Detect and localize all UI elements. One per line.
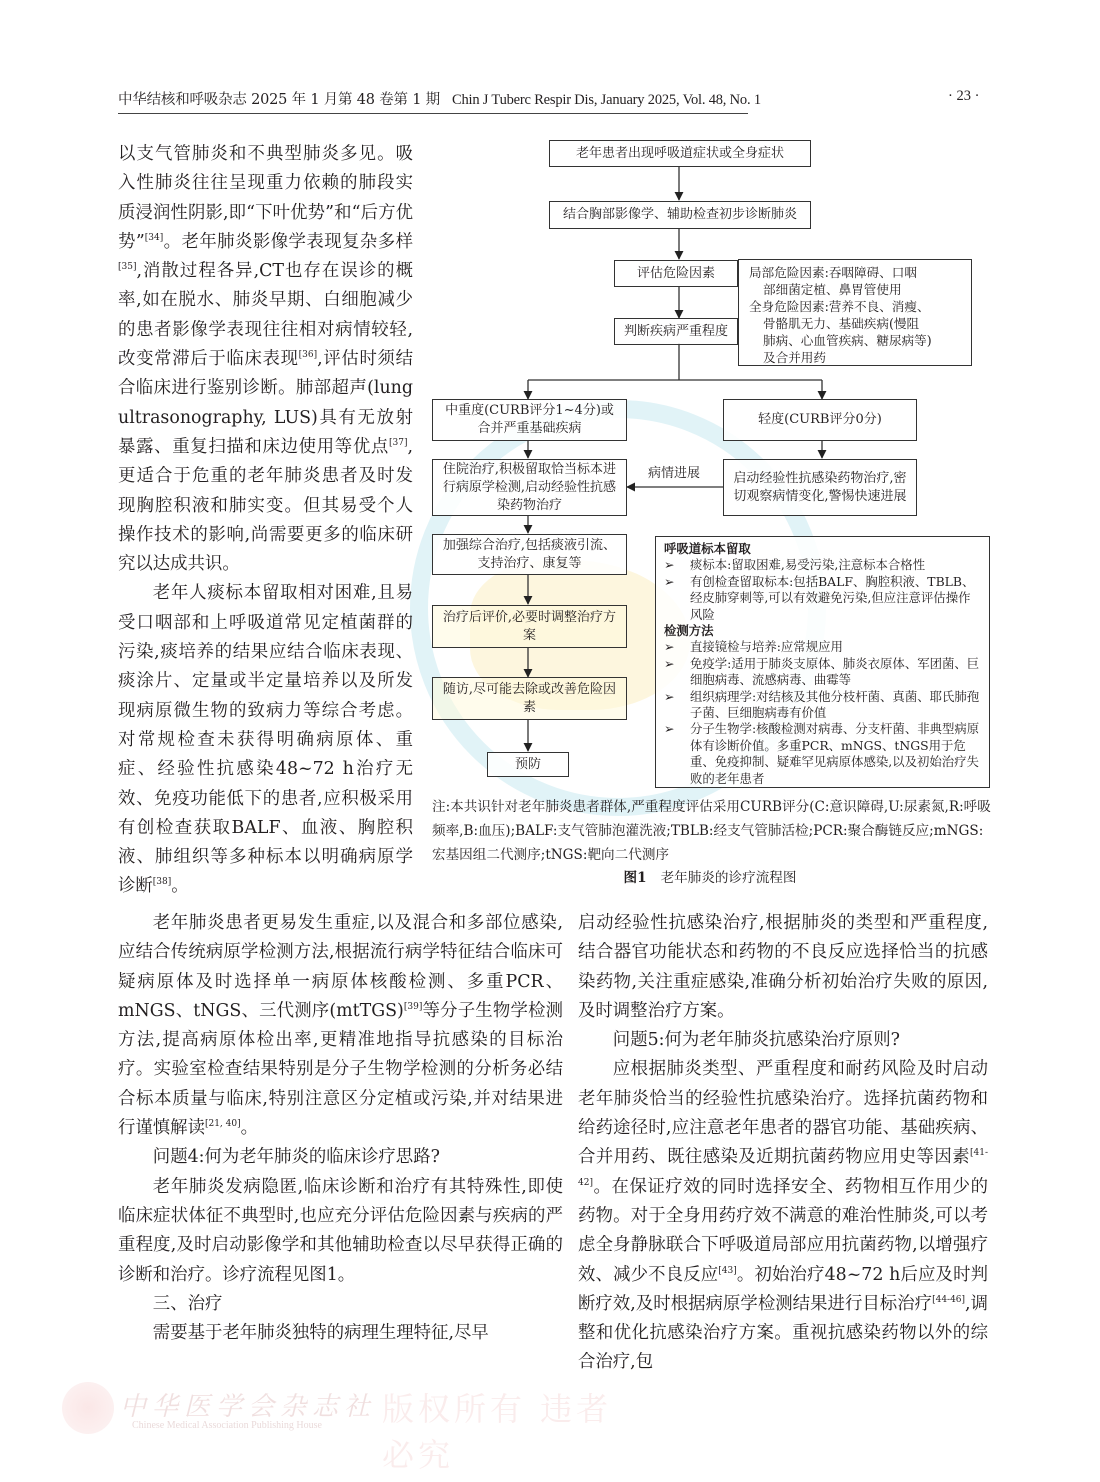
journal-title-cn: 中华结核和呼吸杂志 2025 年 1 月第 48 卷第 1 期 bbox=[118, 92, 440, 108]
question-heading-5: 问题5:何为老年肺炎抗感染治疗原则? bbox=[612, 1030, 900, 1051]
paragraph: 启动经验性抗感染治疗,根据肺炎的类型和严重程度,结合器官功能状态和药物的不良反应选择恰当的抗感染药物,关注重症感染,准确分析初始治疗失败的原因,及时调整治疗方案。 bbox=[578, 913, 988, 1021]
list-item: ➢ 直接镜检与培养:应常规应用 bbox=[664, 639, 843, 655]
paragraph: 以支气管肺炎和不典型肺炎多见。吸入性肺炎往往呈现重力依赖的肺段实质浸润性阴影,即“下叶优势”和“后方优势”[34]。老年肺炎影像学表现复杂多样[35],消散过程各异,CT也存在误诊的概率,如在脱水、肺炎早期、白细胞减少的患者影像学表现往往相对病情较轻,改变常滞后于临床表现[36],评估时须结合临床进行鉴别诊断。肺部超声(lung ultrasonography, LUS)具有无放射暴露、重复扫描和床边使用等优点[37],更适合于危重的老年肺炎患者及时发现胸腔积液和肺实变。但其易受个人操作技术的影响,尚需要更多的临床研究以达成共识。 bbox=[118, 144, 413, 575]
citation[interactable]: [37] bbox=[388, 438, 408, 449]
figure-title: 老年肺炎的诊疗流程图 bbox=[660, 870, 797, 886]
flow-node-followup: 随访,尽可能去除或改善危险因素 bbox=[432, 677, 627, 720]
publisher-name-cn: 中华医学会杂志社 bbox=[120, 1392, 377, 1422]
bullet-arrow-icon: ➢ bbox=[664, 688, 675, 704]
citation[interactable]: [35] bbox=[118, 262, 137, 273]
flow-node-mild: 轻度(CURB评分0分) bbox=[723, 399, 917, 441]
section-heading: 检测方法 bbox=[664, 623, 714, 639]
citation[interactable]: [44-46] bbox=[932, 1295, 966, 1306]
list-item: ➢ 组织病理学:对结核及其他分枝杆菌、真菌、耶氏肺孢子菌、巨细胞病毒有价值 bbox=[664, 688, 980, 721]
bullet-arrow-icon: ➢ bbox=[664, 655, 675, 671]
section-heading-treatment: 三、治疗 bbox=[152, 1293, 223, 1314]
figure-caption bbox=[430, 866, 990, 886]
left-column-bottom bbox=[118, 909, 563, 1348]
flow-node-inpatient: 住院治疗,积极留取恰当标本进行病原学检测,启动经验性抗感染药物治疗 bbox=[432, 459, 627, 516]
citation[interactable]: [38] bbox=[152, 877, 172, 888]
page-number: · 23 · bbox=[948, 88, 980, 104]
question-heading-4: 问题4:何为老年肺炎的临床诊疗思路? bbox=[152, 1147, 440, 1168]
right-column-bottom bbox=[578, 909, 988, 1378]
flow-node-assess-risk: 评估危险因素 bbox=[614, 260, 738, 287]
paragraph: 应根据肺炎类型、严重程度和耐药风险及时启动老年肺炎恰当的经验性抗感染治疗。选择抗菌药物和给药途径时,应注意老年患者的器官功能、基础疾病、合并用药、既往感染及近期抗菌药物应用史等因素[41-42]。在保证疗效的同时选择安全、药物相互作用少的药物。对于全身用药疗效不满意的难治性肺炎,可以考虑全身静脉联合下呼吸道局部应用抗菌药物,以增强疗效、减少不良反应[43]。初始治疗48~72 h后应及时判断疗效,及时根据病原学检测结果进行目标治疗[44-46],调整和优化抗感染治疗方案。重视抗感染药物以外的综合治疗,包 bbox=[578, 1059, 989, 1373]
publisher-name-en: Chinese Medical Association Publishing House bbox=[132, 1420, 322, 1431]
flow-node-prevention: 预防 bbox=[487, 752, 569, 777]
copyright-notice: 版权所有 违者必究 bbox=[382, 1390, 613, 1474]
section-heading: 呼吸道标本留取 bbox=[664, 541, 751, 556]
figure-note: 注:本共识针对老年肺炎患者群体,严重程度评估采用CURB评分(C:意识障碍,U:尿素氮,R:呼吸频率,B:血压);BALF:支气管肺泡灌洗液;TBLB:经支气管肺活检;PCR:聚合酶链反应;mNGS:宏基因组二代测序;tNGS:靶向二代测序 bbox=[432, 799, 991, 863]
flow-node-moderate-severe: 中重度(CURB评分1~4分)或合并严重基础疾病 bbox=[432, 399, 627, 441]
flow-node-judge-severity: 判断疾病严重程度 bbox=[614, 318, 738, 345]
journal-title-en: Chin J Tuberc Respir Dis, January 2025, Vol. 48, No. 1 bbox=[451, 92, 761, 108]
bullet-arrow-icon: ➢ bbox=[664, 721, 675, 737]
list-item: ➢ 分子生物学:核酸检测对病毒、分支杆菌、非典型病原体有诊断价值。多重PCR、mNGS、tNGS用于危重、免疫抑制、疑难罕见病原体感染,以及初始治疗失败的老年患者 bbox=[664, 721, 980, 786]
citation[interactable]: [41-42] bbox=[578, 1148, 988, 1188]
citation[interactable]: [43] bbox=[718, 1265, 737, 1276]
flow-node-reevaluate: 治疗后评价,必要时调整治疗方案 bbox=[432, 605, 627, 648]
flow-note-risk-factors: 局部危险因素:吞咽障碍、口咽 部细菌定植、鼻胃管使用 全身危险因素:营养不良、消瘦、 骨骼肌无力、基础疾病(慢阻 肺病、心血管疾病、糖尿病等) 及合并用药 bbox=[738, 259, 972, 366]
paragraph: 老年肺炎患者更易发生重症,以及混合和多部位感染,应结合传统病原学检测方法,根据流行病学特征结合临床可疑病原体及时选择单一病原体核酸检测、多重PCR、mNGS、tNGS、三代测序(mtTGS)[39]等分子生物学检测方法,提高病原体检出率,更精准地指导抗感染的目标治疗。实验室检查结果特别是分子生物学检测的分析务必结合标本质量与临床,特别注意区分定植或污染,并对结果进行谨慎解读[21, 40]。 bbox=[118, 913, 563, 1139]
paragraph: 老年肺炎发病隐匿,临床诊断和治疗有其特殊性,即使临床症状体征不典型时,也应充分评估危险因素与疾病的严重程度,及时启动影像学和其他辅助检查以尽早获得正确的诊断和治疗。诊疗流程见图1。 bbox=[118, 1176, 563, 1285]
left-column-top bbox=[118, 140, 413, 902]
figure-number: 图1 bbox=[623, 870, 647, 886]
flow-note-specimen-testing bbox=[655, 536, 990, 788]
paragraph: 需要基于老年肺炎独特的病理生理特征,尽早 bbox=[152, 1323, 489, 1344]
flow-node-start: 老年患者出现呼吸道症状或全身症状 bbox=[549, 140, 811, 167]
paragraph: 老年人痰标本留取相对困难,且易受口咽部和上呼吸道常见定植菌群的污染,痰培养的结果应结合临床表现、痰涂片、定量或半定量培养以及所发现病原微生物的致病力等综合考虑。对常规检查未获得明确病原体、重症、经验性抗感染48~72 h治疗无效、免疫功能低下的患者,应积极采用有创检查获取BALF、血液、胸腔积液、肺组织等多种标本以明确病原学诊断[38]。 bbox=[118, 583, 413, 897]
list-item: ➢ 有创检查留取标本:包括BALF、胸腔积液、TBLB、经皮肺穿刺等,可以有效避免污染,但应注意评估操作风险 bbox=[664, 573, 975, 622]
citation[interactable]: [36] bbox=[298, 350, 318, 361]
flow-node-supportive: 加强综合治疗,包括痰液引流、支持治疗、康复等 bbox=[432, 534, 627, 575]
bullet-arrow-icon: ➢ bbox=[664, 639, 675, 655]
citation[interactable]: [39] bbox=[403, 1002, 423, 1013]
publisher-watermark bbox=[62, 1382, 622, 1474]
bullet-arrow-icon: ➢ bbox=[664, 573, 675, 589]
list-item: ➢ 免疫学:适用于肺炎支原体、肺炎衣原体、军团菌、巨细胞病毒、流感病毒、曲霉等 bbox=[664, 655, 980, 688]
citation[interactable]: [21, 40] bbox=[204, 1119, 241, 1130]
flow-edge-label-progression: 病情进展 bbox=[648, 466, 701, 481]
flow-node-initial-diagnosis: 结合胸部影像学、辅助检查初步诊断肺炎 bbox=[549, 201, 811, 229]
bullet-arrow-icon: ➢ bbox=[664, 557, 675, 573]
citation[interactable]: [34] bbox=[144, 233, 164, 244]
running-header bbox=[118, 88, 761, 114]
list-item: ➢ 痰标本:留取困难,易受污染,注意标本合格性 bbox=[664, 557, 926, 573]
flow-node-outpatient: 启动经验性抗感染药物治疗,密切观察病情变化,警惕快速进展 bbox=[723, 459, 917, 516]
publisher-logo-icon bbox=[62, 1382, 114, 1434]
